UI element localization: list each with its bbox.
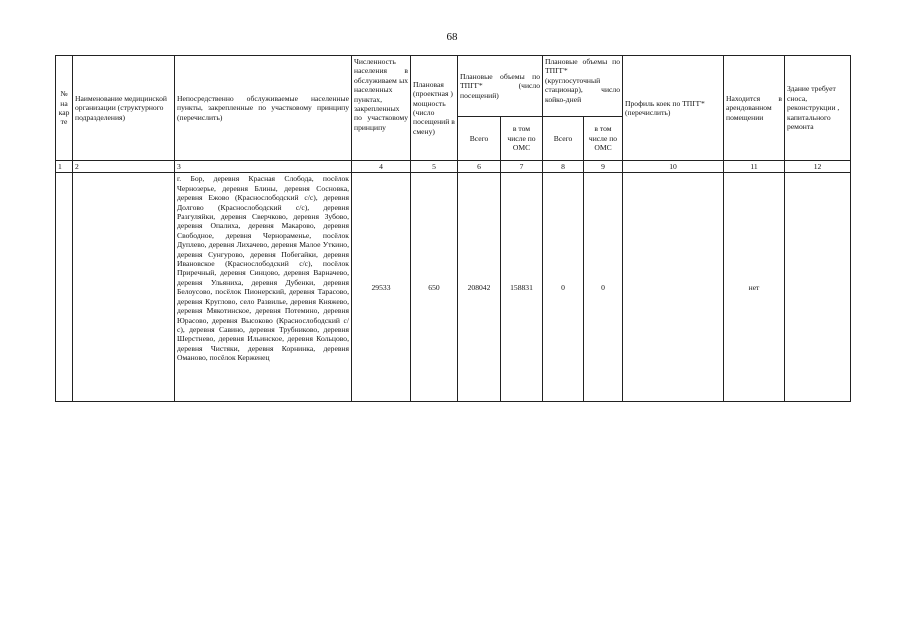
header-rented: Находится в арендованном помещении: [724, 56, 785, 161]
header-planned-beds: Плановые объемы по ТПГГ* (круглосуточный стационар), число койко-дней: [543, 56, 623, 117]
cell-population: 29533: [352, 173, 411, 402]
header-planned-visits: Плановые объемы по ТПГГ* (число посещений): [458, 56, 543, 117]
column-number: 6: [458, 161, 501, 173]
cell-rented: нет: [724, 173, 785, 402]
cell-organization: [73, 173, 175, 402]
cell-settlements: г. Бор, деревня Красная Слобода, посёлок Чернозерье, деревня Блины, деревня Сосновка, деревня Ежово (Краснослободский с/с), деревня Долгово (Краснослободский с/с), деревня Разгуляйки, деревня Сверчково, деревня Зубово, деревня Опалиха, деревня Макарово, деревня Свободное, деревня Чернораменье, посёлок Дуплево, деревня Лихачево, деревня Малое Уткино, деревня Сунгурово, деревня Побегайки, деревня Ивановское (Краснослободский с/с), посёлок Приречный, деревня Синцово, деревня Варначево, деревня Ульяниха, деревня Дубенки, деревня Белоусово, посёлок Пионерский, деревня Тарасово, деревня Кругловo, село Развилье, деревня Княжево, деревня Мякотинское, деревня Потемино, деревня Юрасово, деревня Высоково (Краснослободский с/с), деревня Савино, деревня Трубниково, деревня Шерстнево, деревня Ильинское, деревня Кольцово, деревня Чистяки, деревня Корнинка, деревня Оманово, посёлок Керженец: [175, 173, 352, 402]
cell-visits-total: 208042: [458, 173, 501, 402]
column-number: 9: [584, 161, 623, 173]
facilities-table: [55, 55, 851, 402]
column-number: 1: [56, 161, 73, 173]
cell-capacity: 650: [411, 173, 458, 402]
page-number: 68: [446, 31, 458, 43]
header-bed-profile: Профиль коек по ТПГГ* (перечислить): [623, 56, 724, 161]
column-number: 10: [623, 161, 724, 173]
header-visits-total: Всего: [458, 117, 501, 161]
cell-bed-profile: [623, 173, 724, 402]
header-row-1: [56, 56, 851, 117]
cell-card-number: [56, 173, 73, 402]
column-number: 8: [543, 161, 584, 173]
header-visits-oms: в том числе по ОМС: [501, 117, 543, 161]
column-number: 4: [352, 161, 411, 173]
cell-rebuild: [785, 173, 851, 402]
header-beds-oms: в том числе по ОМС: [584, 117, 623, 161]
cell-beds-total: 0: [543, 173, 584, 402]
table-row: [56, 173, 851, 402]
column-number: 11: [724, 161, 785, 173]
header-settlements: Непосредственно обслуживаемые населенные пункты, закрепленные по участковому принципу (перечислить): [175, 56, 352, 161]
header-rebuild: Здание требует сноса, реконструкции , капитального ремонта: [785, 56, 851, 161]
header-card-number: № на кар те: [56, 56, 73, 161]
header-capacity: Плановая (проектная ) мощность (число посещений в смену): [411, 56, 458, 161]
column-number: 5: [411, 161, 458, 173]
column-number: 12: [785, 161, 851, 173]
column-number: 3: [175, 161, 352, 173]
column-number: 7: [501, 161, 543, 173]
cell-beds-oms: 0: [584, 173, 623, 402]
header-population: Численность населения в обслуживаем ых населенных пунктах, закрепленных по участковому принципу: [352, 56, 411, 161]
header-organization: Наименование медицинской организации (структурного подразделения): [73, 56, 175, 161]
header-beds-total: Всего: [543, 117, 584, 161]
column-numbers-row: [56, 161, 851, 173]
cell-visits-oms: 158831: [501, 173, 543, 402]
column-number: 2: [73, 161, 175, 173]
